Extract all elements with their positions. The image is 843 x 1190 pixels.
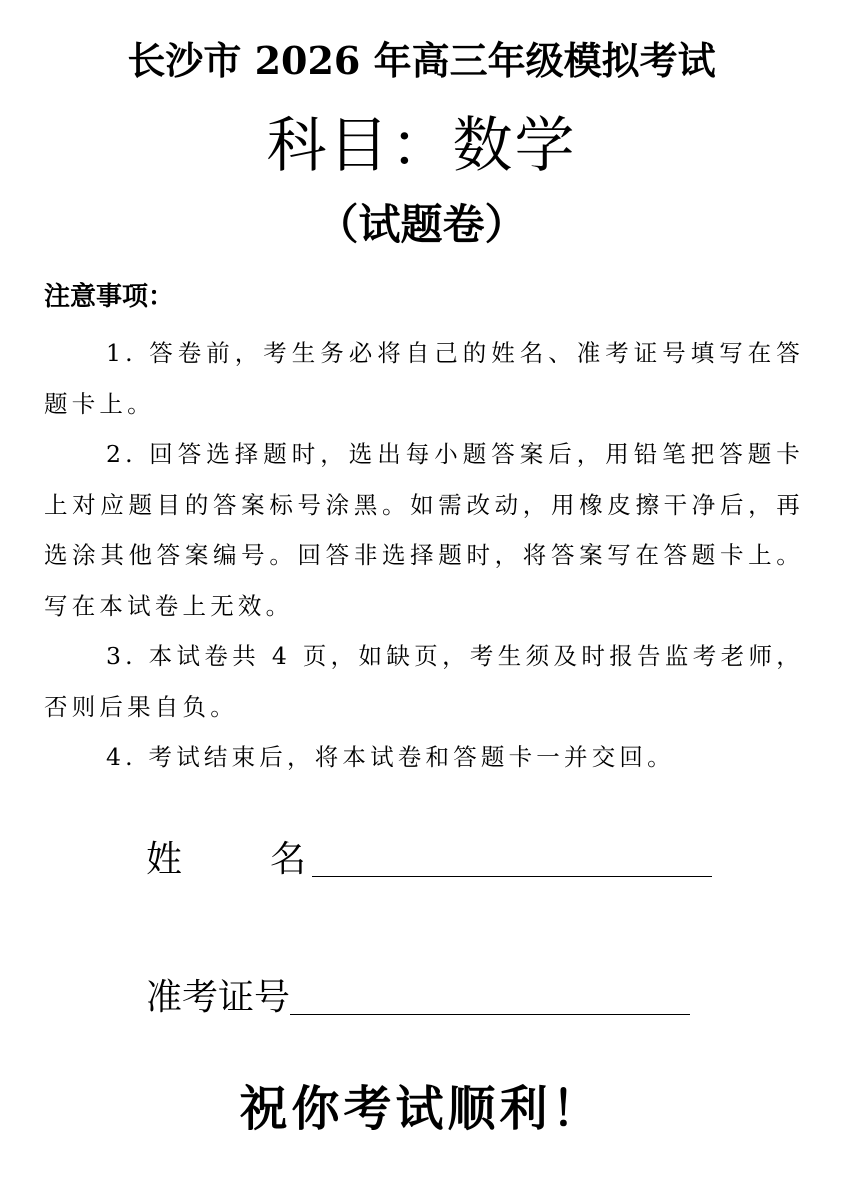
ticket-number-field-label: 准考证号 <box>146 977 291 1018</box>
notice-item-3: 3. 本试卷共 4 页，如缺页，考生须及时报告监考老师，否则后果自负。 <box>44 642 804 721</box>
exam-title: 长沙市 2026 年高三年级模拟考试 <box>127 38 716 83</box>
name-field-label: 姓名 <box>146 839 395 880</box>
subject-title: 科目：数学 <box>266 111 577 181</box>
name-field-row <box>146 830 712 880</box>
notice-item-4: 4. 考试结束后，将本试卷和答题卡一并交回。 <box>106 743 675 771</box>
notice-heading: 注意事项： <box>44 282 175 312</box>
notice-item-2: 2. 回答选择题时，选出每小题答案后，用铅笔把答题卡上对应题目的答案标号涂黑。如需改动，用橡皮擦干净后，再选涂其他答案编号。回答非选择题时，将答案写在答题卡上。写在本试卷上无效。 <box>44 440 804 620</box>
notice-list <box>44 328 804 783</box>
blessing-text: 祝你考试顺利！ <box>239 1081 604 1137</box>
notice-item-1: 1. 答卷前，考生务必将自己的姓名、准考证号填写在答题卡上。 <box>44 339 804 418</box>
ticket-number-field-row <box>146 968 690 1018</box>
name-write-line[interactable] <box>312 875 712 877</box>
ticket-number-write-line[interactable] <box>290 1013 690 1015</box>
paper-type-title: （试题卷） <box>316 200 527 249</box>
